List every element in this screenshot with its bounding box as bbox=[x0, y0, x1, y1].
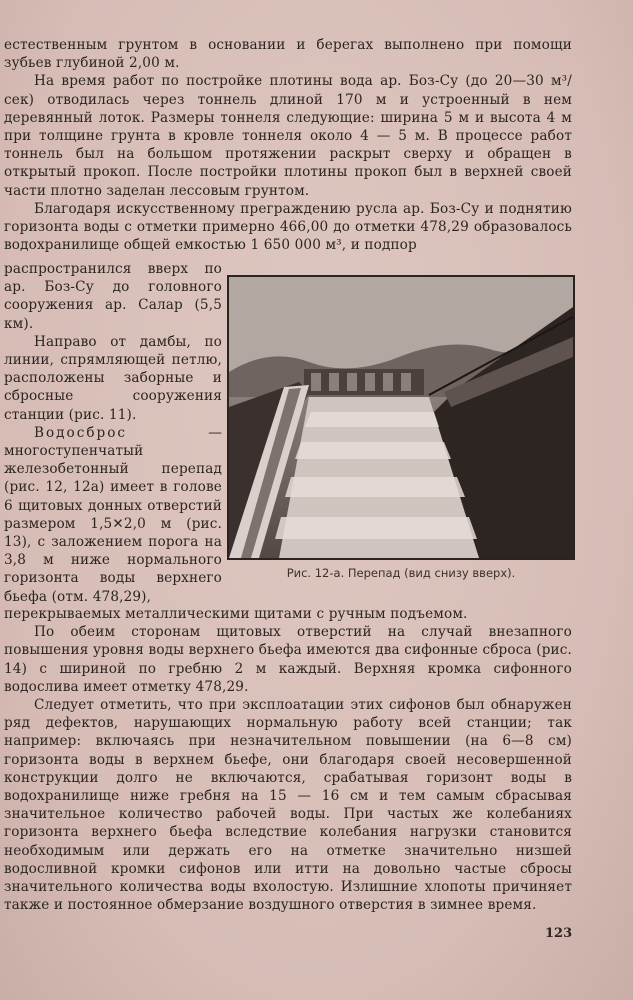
paragraph: Благодаря искусственному преграждению русла ар. Боз-Су и поднятию горизонта воды с отметки примерно 466,00 до отметки 478,29 образовалось водохранилище общей емкостью 1 650 000 м³, и подпор bbox=[4, 200, 572, 254]
paragraph: Водосброс — многоступенчатый железобетонный перепад (рис. 12, 12а) имеет в голове 6 щитовых донных отверстий размером 1,5✕2,0 м (рис. 13), с заложением порога на 3,8 м ниже нормального горизонта воды верхнего бьефа (отм. 478,29), bbox=[4, 424, 222, 605]
wrapped-text-block bbox=[4, 260, 222, 606]
spillway-term: Водосброс bbox=[34, 424, 128, 441]
bottom-text-block bbox=[4, 605, 572, 914]
page-number: 123 bbox=[545, 926, 573, 941]
paragraph: Следует отметить, что при эксплоатации этих сифонов был обнаружен ряд дефектов, нарушающих нормальную работу всей станции; так например: включаясь при незначительном повышении (на 6—8 см) горизонта воды в верхнем бьефе, они благодаря своей несовершенной конструкции долго не включаются, срабатывая горизонт воды в водохранилище ниже гребня на 15 — 16 см и тем самым сбрасывая значительное количество рабочей воды. При частых же колебаниях горизонта верхнего бьефа вследствие колебания нагрузки становится необходимым или держать его на отметке значительно низшей водосливной кромки сифонов или итти на довольно частые сбросы значительного количества воды вхолостую. Излишние хлопоты причиняет также и постоянное обмерзание воздушного отверстия в зимнее время. bbox=[4, 697, 572, 914]
paragraph: По обеим сторонам щитовых отверстий на случай внезапного повышения уровня воды верхнего бьефа имеются два сифонные сброса (рис. 14) с шириной по гребню 2 м каждый. Верхняя кромка сифонного водослива имеет отметку 478,29. bbox=[4, 624, 572, 695]
paragraph: естественным грунтом в основании и берегах выполнено при помощи зубьев глубиной 2,00 м. bbox=[4, 37, 572, 72]
spillway-photo-drawing bbox=[229, 277, 573, 558]
paragraph: перекрываемых металлическими щитами с ручным подъемом. bbox=[4, 606, 468, 622]
figure-caption: Рис. 12-а. Перепад (вид снизу вверх). bbox=[286, 566, 516, 580]
spillway-photo bbox=[227, 275, 575, 560]
paragraph: распространился вверх по ар. Боз-Су до головного сооружения ар. Салар (5,5 км). bbox=[4, 261, 222, 332]
paragraph: Направо от дамбы, по линии, спрямляющей петлю, расположены заборные и сбросные сооружения станции (рис. 11). bbox=[4, 333, 222, 423]
paragraph: На время работ по постройке плотины вода ар. Боз-Су (до 20—30 м³/сек) отводилась через тоннель длиной 170 м и устроенный в нем деревянный лоток. Размеры тоннеля следующие: ширина 5 м и высота 4 м при толщине грунта в кровле тоннеля около 4 — 5 м. В процессе работ тоннель был на большом протяжении раскрыт сверху и обращен в открытый прокоп. После постройки плотины прокоп был в верхней своей части плотно заделан лессовым грунтом. bbox=[4, 73, 572, 199]
top-text-block bbox=[4, 36, 572, 254]
spillway-description: многоступенчатый железобетонный перепад (рис. 12, 12а) имеет в голове 6 щитовых донных отверстий размером 1,5✕2,0 м (рис. 13), с заложением порога на 3,8 м ниже нормального горизонта воды верхнего бьефа (отм. 478,29), bbox=[4, 443, 222, 605]
